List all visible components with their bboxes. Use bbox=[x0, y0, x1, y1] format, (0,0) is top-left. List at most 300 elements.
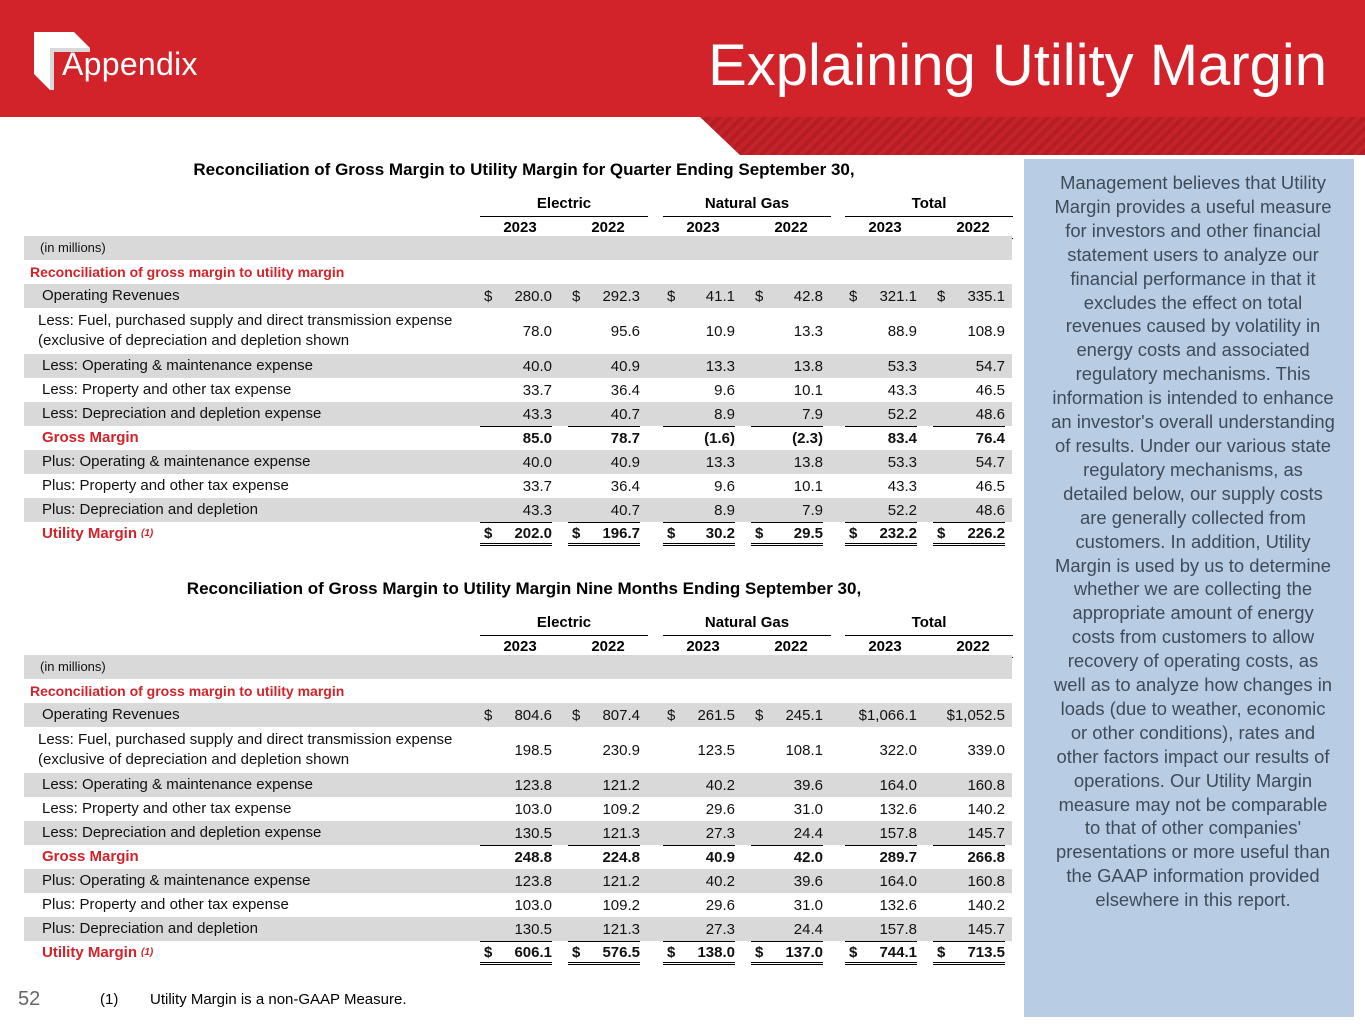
value-cell bbox=[663, 284, 735, 308]
table-row bbox=[24, 378, 1012, 402]
value-cell bbox=[568, 703, 640, 727]
column-group-natural-gas: Natural Gas bbox=[663, 613, 831, 636]
cell-value: 292.3 bbox=[602, 287, 640, 305]
value-cell bbox=[751, 284, 823, 308]
cell-value: 103.0 bbox=[514, 800, 552, 818]
value-cell bbox=[933, 308, 1005, 354]
cell-value: 40.7 bbox=[610, 405, 640, 423]
value-cell bbox=[568, 727, 640, 773]
value-cell bbox=[568, 821, 640, 845]
cell-value: 137.0 bbox=[785, 943, 823, 961]
value-cell bbox=[568, 917, 640, 941]
cell-value: 807.4 bbox=[602, 706, 640, 724]
nine-month-reconciliation-table bbox=[24, 579, 1014, 979]
value-cell bbox=[663, 727, 735, 773]
value-cell bbox=[845, 474, 917, 498]
cell-value: 109.2 bbox=[602, 800, 640, 818]
table-row bbox=[24, 498, 1012, 522]
cell-value: 103.0 bbox=[514, 896, 552, 914]
value-cell bbox=[845, 522, 917, 546]
cell-value: 52.2 bbox=[887, 405, 917, 423]
value-cell bbox=[568, 797, 640, 821]
cell-value: 33.7 bbox=[522, 381, 552, 399]
row-label bbox=[42, 522, 482, 546]
row-label bbox=[42, 797, 482, 821]
value-cell bbox=[663, 308, 735, 354]
value-cell bbox=[933, 917, 1005, 941]
cell-value: 42.8 bbox=[793, 287, 823, 305]
cell-value: 164.0 bbox=[879, 776, 917, 794]
quarter-table-title: Reconciliation of Gross Margin to Utility Margin for Quarter Ending September 30, bbox=[193, 160, 855, 179]
column-group-total: Total bbox=[845, 194, 1013, 217]
dollar-sign: $ bbox=[572, 706, 581, 724]
dollar-sign: $ bbox=[572, 287, 581, 305]
value-cell bbox=[751, 941, 823, 965]
dollar-sign: $ bbox=[484, 287, 493, 305]
value-cell bbox=[663, 378, 735, 402]
dollar-sign: $ bbox=[572, 943, 581, 961]
cell-value: 39.6 bbox=[793, 776, 823, 794]
cell-value: 41.1 bbox=[705, 287, 735, 305]
table-row bbox=[24, 917, 1012, 941]
footnote-marker: (1) bbox=[141, 947, 154, 958]
cell-value: 10.1 bbox=[793, 381, 823, 399]
cell-value: 33.7 bbox=[522, 477, 552, 495]
cell-value: 339.0 bbox=[967, 741, 1005, 759]
cell-value: 108.9 bbox=[967, 322, 1005, 340]
cell-value: $1,052.5 bbox=[946, 706, 1005, 724]
cell-value: 321.1 bbox=[879, 287, 917, 305]
cell-value: 140.2 bbox=[967, 800, 1005, 818]
value-cell bbox=[568, 845, 640, 869]
cell-value: 31.0 bbox=[793, 896, 823, 914]
cell-value: 8.9 bbox=[714, 405, 735, 423]
value-cell bbox=[751, 450, 823, 474]
value-cell bbox=[751, 869, 823, 893]
value-cell bbox=[751, 727, 823, 773]
value-cell bbox=[751, 402, 823, 426]
cell-value: 157.8 bbox=[879, 920, 917, 938]
value-cell bbox=[933, 354, 1005, 378]
cell-value: 40.0 bbox=[522, 357, 552, 375]
value-cell bbox=[480, 869, 552, 893]
page-number: 52 bbox=[18, 988, 41, 1010]
cell-value: 76.4 bbox=[975, 430, 1005, 447]
column-year-header: 2022 bbox=[751, 218, 831, 239]
row-label bbox=[42, 450, 482, 474]
cell-value: 8.9 bbox=[714, 501, 735, 519]
dollar-sign: $ bbox=[937, 943, 946, 961]
value-cell bbox=[751, 703, 823, 727]
cell-value: 202.0 bbox=[514, 524, 552, 542]
table-row bbox=[24, 727, 1012, 773]
cell-value: 54.7 bbox=[975, 357, 1005, 375]
value-cell bbox=[663, 845, 735, 869]
cell-value: $1,066.1 bbox=[858, 706, 917, 724]
cell-value: 40.9 bbox=[705, 849, 735, 866]
value-cell bbox=[568, 474, 640, 498]
row-label bbox=[38, 727, 458, 773]
value-cell bbox=[845, 426, 917, 450]
dollar-sign: $ bbox=[849, 943, 858, 961]
row-label-text: Plus: Operating & maintenance expense bbox=[42, 453, 311, 470]
value-cell bbox=[845, 450, 917, 474]
table-row bbox=[24, 845, 1012, 869]
row-label-text: Less: Property and other tax expense bbox=[42, 800, 292, 817]
cell-value: 36.4 bbox=[610, 381, 640, 399]
cell-value: 160.8 bbox=[967, 872, 1005, 890]
cell-value: 43.3 bbox=[522, 501, 552, 519]
section-label: Appendix bbox=[62, 46, 198, 82]
cell-value: 40.9 bbox=[610, 357, 640, 375]
row-label-text: Plus: Property and other tax expense bbox=[42, 477, 289, 494]
column-year-header: 2023 bbox=[663, 637, 743, 658]
value-cell bbox=[845, 773, 917, 797]
value-cell bbox=[568, 498, 640, 522]
utility-margin-explanation-panel bbox=[1024, 159, 1354, 1017]
value-cell bbox=[480, 474, 552, 498]
table-row bbox=[24, 797, 1012, 821]
value-cell bbox=[751, 354, 823, 378]
column-year-header: 2022 bbox=[933, 218, 1013, 239]
value-cell bbox=[480, 703, 552, 727]
cell-value: 130.5 bbox=[514, 920, 552, 938]
value-cell bbox=[933, 284, 1005, 308]
value-cell bbox=[663, 917, 735, 941]
row-label bbox=[42, 284, 482, 308]
row-label bbox=[38, 308, 458, 354]
nine-month-table-title: Reconciliation of Gross Margin to Utility Margin Nine Months Ending September 30, bbox=[186, 579, 862, 598]
column-year-header: 2022 bbox=[751, 637, 831, 658]
value-cell bbox=[751, 308, 823, 354]
value-cell bbox=[480, 426, 552, 450]
cell-value: 132.6 bbox=[879, 800, 917, 818]
value-cell bbox=[480, 378, 552, 402]
value-cell bbox=[845, 378, 917, 402]
explanation-text: Management believes that Utility Margin provides a useful measure for investors and other financial statement users to analyze our financial performance in that it excludes the effect on total revenues caused by volatility in energy costs and associated regulatory mechanisms. This information is intended to enhance an investor's overall understanding of results. Under our various state regulatory mechanisms, as detailed below, our supply costs are generally collected from customers. In addition, Utility Margin is used by us to determine whether we are collecting the appropriate amount of energy costs from customers to allow recovery of operating costs, as well as to analyze how changes in loads (due to weather, economic or other conditions), rates and other factors impact our results of operations. Our Utility Margin measure may not be comparable to that of other companies' presentations or more useful than the GAAP information provided elsewhere in this report. bbox=[1051, 172, 1335, 911]
table-row bbox=[24, 284, 1012, 308]
value-cell bbox=[663, 797, 735, 821]
row-label bbox=[42, 869, 482, 893]
cell-value: 230.9 bbox=[602, 741, 640, 759]
row-label bbox=[42, 426, 482, 450]
column-year-header: 2023 bbox=[845, 218, 925, 239]
value-cell bbox=[751, 426, 823, 450]
column-year-header: 2023 bbox=[845, 637, 925, 658]
cell-value: 232.2 bbox=[879, 524, 917, 542]
cell-value: 52.2 bbox=[887, 501, 917, 519]
cell-value: 196.7 bbox=[602, 524, 640, 542]
cell-value: 40.0 bbox=[522, 453, 552, 471]
value-cell bbox=[845, 308, 917, 354]
row-label bbox=[42, 845, 482, 869]
dollar-sign: $ bbox=[484, 524, 493, 542]
cell-value: 36.4 bbox=[610, 477, 640, 495]
row-label-text: Less: Fuel, purchased supply and direct transmission expense (exclusive of depreciation and depletion shown bbox=[38, 731, 453, 768]
row-label-text: Less: Operating & maintenance expense bbox=[42, 357, 314, 374]
row-label-text: Plus: Depreciation and depletion bbox=[42, 920, 258, 937]
value-cell bbox=[933, 797, 1005, 821]
table-rows bbox=[24, 236, 1014, 546]
cell-value: 9.6 bbox=[714, 381, 735, 399]
table-row bbox=[24, 703, 1012, 727]
value-cell bbox=[845, 893, 917, 917]
table-row bbox=[24, 426, 1012, 450]
dollar-sign: $ bbox=[484, 943, 493, 961]
value-cell bbox=[568, 522, 640, 546]
dollar-sign: $ bbox=[755, 287, 764, 305]
value-cell bbox=[933, 773, 1005, 797]
table-row bbox=[24, 869, 1012, 893]
column-year-header: 2023 bbox=[663, 218, 743, 239]
cell-value: 29.6 bbox=[705, 800, 735, 818]
value-cell bbox=[663, 893, 735, 917]
cell-value: 335.1 bbox=[967, 287, 1005, 305]
cell-value: 109.2 bbox=[602, 896, 640, 914]
value-cell bbox=[933, 821, 1005, 845]
cell-value: 160.8 bbox=[967, 776, 1005, 794]
dollar-sign: $ bbox=[849, 524, 858, 542]
row-label bbox=[42, 917, 482, 941]
cell-value: 108.1 bbox=[785, 741, 823, 759]
cell-value: 43.3 bbox=[887, 381, 917, 399]
header-stripe-decoration bbox=[700, 117, 1365, 155]
value-cell bbox=[480, 821, 552, 845]
cell-value: 198.5 bbox=[514, 741, 552, 759]
value-cell bbox=[845, 941, 917, 965]
row-label bbox=[42, 773, 482, 797]
cell-value: 42.0 bbox=[793, 849, 823, 866]
cell-value: 29.5 bbox=[793, 524, 823, 542]
cell-value: 576.5 bbox=[602, 943, 640, 961]
row-label-text: Plus: Operating & maintenance expense bbox=[42, 872, 311, 889]
value-cell bbox=[663, 426, 735, 450]
value-cell bbox=[933, 474, 1005, 498]
value-cell bbox=[663, 941, 735, 965]
column-group-electric: Electric bbox=[480, 194, 648, 217]
units-label: (in millions) bbox=[40, 659, 106, 674]
row-label bbox=[42, 941, 482, 965]
cell-value: 121.2 bbox=[602, 776, 640, 794]
dollar-sign: $ bbox=[667, 943, 676, 961]
section-header-label: Reconciliation of gross margin to utility margin bbox=[30, 264, 345, 280]
value-cell bbox=[845, 917, 917, 941]
cell-value: 248.8 bbox=[514, 849, 552, 866]
cell-value: 744.1 bbox=[879, 943, 917, 961]
row-label-text: Gross Margin bbox=[42, 848, 139, 865]
cell-value: 40.2 bbox=[705, 872, 735, 890]
row-label bbox=[42, 354, 482, 378]
value-cell bbox=[933, 522, 1005, 546]
value-cell bbox=[480, 308, 552, 354]
value-cell bbox=[568, 402, 640, 426]
dollar-sign: $ bbox=[755, 943, 764, 961]
value-cell bbox=[663, 821, 735, 845]
cell-value: 9.6 bbox=[714, 477, 735, 495]
table-row bbox=[24, 893, 1012, 917]
dollar-sign: $ bbox=[667, 287, 676, 305]
dollar-sign: $ bbox=[849, 287, 858, 305]
cell-value: 40.2 bbox=[705, 776, 735, 794]
units-row bbox=[24, 236, 1012, 260]
table-rows bbox=[24, 655, 1014, 965]
cell-value: 13.3 bbox=[705, 357, 735, 375]
cell-value: 157.8 bbox=[879, 824, 917, 842]
cell-value: 224.8 bbox=[602, 849, 640, 866]
column-group-natural-gas: Natural Gas bbox=[663, 194, 831, 217]
value-cell bbox=[751, 797, 823, 821]
cell-value: 40.9 bbox=[610, 453, 640, 471]
row-label-text: Less: Operating & maintenance expense bbox=[42, 776, 314, 793]
cell-value: 46.5 bbox=[975, 381, 1005, 399]
row-label bbox=[42, 893, 482, 917]
dollar-sign: $ bbox=[667, 524, 676, 542]
cell-value: 123.8 bbox=[514, 776, 552, 794]
value-cell bbox=[480, 402, 552, 426]
dollar-sign: $ bbox=[667, 706, 676, 724]
cell-value: 27.3 bbox=[705, 920, 735, 938]
dollar-sign: $ bbox=[484, 706, 493, 724]
value-cell bbox=[845, 845, 917, 869]
cell-value: 13.8 bbox=[793, 357, 823, 375]
section-header-row bbox=[24, 679, 1012, 703]
cell-value: 88.9 bbox=[887, 322, 917, 340]
section-header-label: Reconciliation of gross margin to utility margin bbox=[30, 683, 345, 699]
value-cell bbox=[845, 284, 917, 308]
cell-value: 226.2 bbox=[967, 524, 1005, 542]
table-row bbox=[24, 308, 1012, 354]
footnote-marker: (1) bbox=[141, 528, 154, 539]
cell-value: 123.5 bbox=[697, 741, 735, 759]
table-row bbox=[24, 354, 1012, 378]
cell-value: 606.1 bbox=[514, 943, 552, 961]
cell-value: 804.6 bbox=[514, 706, 552, 724]
cell-value: 24.4 bbox=[793, 824, 823, 842]
value-cell bbox=[845, 797, 917, 821]
value-cell bbox=[568, 773, 640, 797]
value-cell bbox=[480, 917, 552, 941]
value-cell bbox=[663, 869, 735, 893]
cell-value: 7.9 bbox=[802, 501, 823, 519]
value-cell bbox=[480, 498, 552, 522]
cell-value: 145.7 bbox=[967, 920, 1005, 938]
row-label bbox=[42, 402, 482, 426]
value-cell bbox=[933, 941, 1005, 965]
value-cell bbox=[845, 727, 917, 773]
table-row bbox=[24, 450, 1012, 474]
value-cell bbox=[751, 917, 823, 941]
cell-value: 132.6 bbox=[879, 896, 917, 914]
cell-value: 123.8 bbox=[514, 872, 552, 890]
dollar-sign: $ bbox=[572, 524, 581, 542]
value-cell bbox=[568, 941, 640, 965]
value-cell bbox=[751, 498, 823, 522]
cell-value: 95.6 bbox=[610, 322, 640, 340]
cell-value: 53.3 bbox=[887, 453, 917, 471]
value-cell bbox=[663, 703, 735, 727]
row-label-text: Plus: Depreciation and depletion bbox=[42, 501, 258, 518]
value-cell bbox=[933, 703, 1005, 727]
cell-value: 164.0 bbox=[879, 872, 917, 890]
cell-value: 54.7 bbox=[975, 453, 1005, 471]
cell-value: 48.6 bbox=[975, 405, 1005, 423]
section-header-row bbox=[24, 260, 1012, 284]
cell-value: 13.8 bbox=[793, 453, 823, 471]
units-label: (in millions) bbox=[40, 240, 106, 255]
cell-value: 83.4 bbox=[887, 430, 917, 447]
cell-value: 121.2 bbox=[602, 872, 640, 890]
value-cell bbox=[568, 450, 640, 474]
column-year-header: 2022 bbox=[568, 218, 648, 239]
value-cell bbox=[568, 869, 640, 893]
value-cell bbox=[663, 522, 735, 546]
row-label-text: Less: Fuel, purchased supply and direct transmission expense (exclusive of depreciation and depletion shown bbox=[38, 312, 453, 349]
cell-value: 13.3 bbox=[705, 453, 735, 471]
cell-value: 13.3 bbox=[793, 322, 823, 340]
quarter-reconciliation-table bbox=[24, 160, 1014, 560]
value-cell bbox=[480, 727, 552, 773]
cell-value: 261.5 bbox=[697, 706, 735, 724]
row-label bbox=[42, 821, 482, 845]
cell-value: 39.6 bbox=[793, 872, 823, 890]
value-cell bbox=[480, 284, 552, 308]
cell-value: (2.3) bbox=[792, 430, 823, 447]
value-cell bbox=[480, 845, 552, 869]
value-cell bbox=[845, 869, 917, 893]
cell-value: 266.8 bbox=[967, 849, 1005, 866]
cell-value: 322.0 bbox=[879, 741, 917, 759]
value-cell bbox=[933, 727, 1005, 773]
value-cell bbox=[933, 845, 1005, 869]
value-cell bbox=[933, 450, 1005, 474]
table-row bbox=[24, 402, 1012, 426]
value-cell bbox=[845, 498, 917, 522]
cell-value: 78.7 bbox=[610, 430, 640, 447]
value-cell bbox=[568, 284, 640, 308]
row-label-text: Gross Margin bbox=[42, 429, 139, 446]
value-cell bbox=[751, 893, 823, 917]
row-label-text: Less: Depreciation and depletion expense bbox=[42, 405, 322, 422]
value-cell bbox=[480, 941, 552, 965]
cell-value: 10.9 bbox=[705, 322, 735, 340]
value-cell bbox=[933, 378, 1005, 402]
value-cell bbox=[933, 869, 1005, 893]
cell-value: 289.7 bbox=[879, 849, 917, 866]
value-cell bbox=[663, 773, 735, 797]
value-cell bbox=[568, 308, 640, 354]
value-cell bbox=[480, 797, 552, 821]
cell-value: 121.3 bbox=[602, 920, 640, 938]
value-cell bbox=[663, 402, 735, 426]
dollar-sign: $ bbox=[755, 706, 764, 724]
value-cell bbox=[933, 426, 1005, 450]
table-row bbox=[24, 773, 1012, 797]
row-label-text: Less: Depreciation and depletion expense bbox=[42, 824, 322, 841]
value-cell bbox=[933, 402, 1005, 426]
value-cell bbox=[845, 821, 917, 845]
value-cell bbox=[568, 354, 640, 378]
value-cell bbox=[568, 378, 640, 402]
cell-value: 30.2 bbox=[705, 524, 735, 542]
column-group-electric: Electric bbox=[480, 613, 648, 636]
table-row bbox=[24, 474, 1012, 498]
value-cell bbox=[663, 474, 735, 498]
cell-value: 145.7 bbox=[967, 824, 1005, 842]
column-year-header: 2023 bbox=[480, 218, 560, 239]
row-label-text: Plus: Property and other tax expense bbox=[42, 896, 289, 913]
cell-value: 85.0 bbox=[522, 430, 552, 447]
cell-value: 280.0 bbox=[514, 287, 552, 305]
